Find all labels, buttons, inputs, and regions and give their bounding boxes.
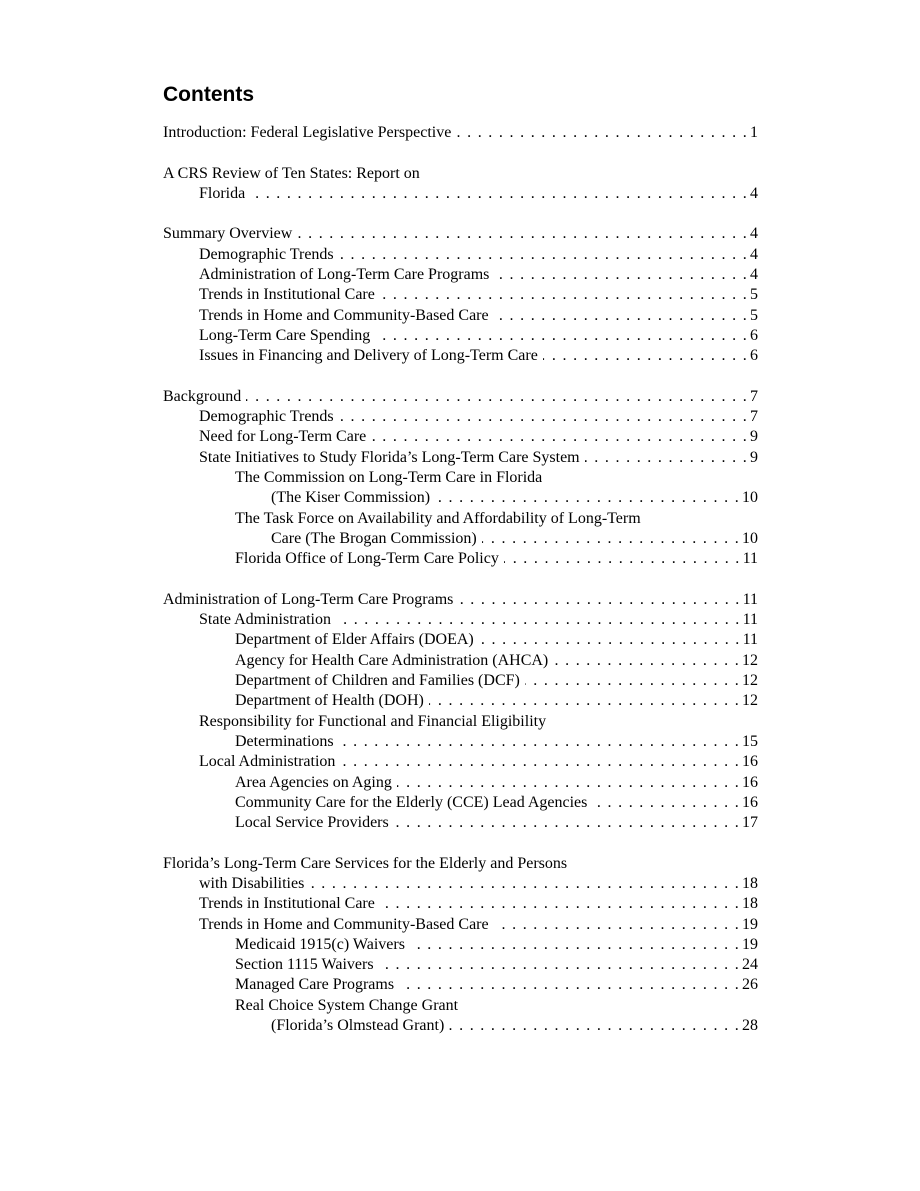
toc-entry[interactable] [163,468,758,488]
dot-leader [494,915,740,935]
toc-entry[interactable] [163,975,758,995]
toc-page-number: 26 [742,976,758,994]
toc-entry[interactable] [163,164,758,184]
toc-entry-title: Florida’s Long-Term Care Services for the Elderly and Persons [163,854,568,872]
toc-entry-title: Managed Care Programs [235,976,395,994]
toc-entry-title: Demographic Trends [199,245,334,263]
toc-entry-title: Care (The Brogan Commission) [271,529,477,547]
toc-page-number: 19 [742,935,758,953]
toc-entry-title: Responsibility for Functional and Financial Eligibility [199,712,547,730]
toc-entry-title: State Initiatives to Study Florida’s Long-Term Care System [199,448,580,466]
toc-entry-title: Trends in Home and Community-Based Care [199,915,489,933]
toc-entry[interactable] [163,346,758,366]
toc-entry-title: Demographic Trends [199,408,334,426]
toc-entry-title: Determinations [235,732,334,750]
dot-leader [479,630,741,650]
toc-entry-title: Issues in Financing and Delivery of Long-Term Care [199,347,538,365]
toc-page-number: 5 [750,286,758,304]
toc-entry-title: Administration of Long-Term Care Programs [163,590,454,608]
toc-page-number: 18 [742,874,758,892]
toc-page-number: 6 [750,326,758,344]
toc-page-number: 6 [750,347,758,365]
toc-entry[interactable] [163,610,758,630]
toc-entry[interactable] [163,123,758,143]
toc-entry[interactable] [163,732,758,752]
toc-entry[interactable] [163,549,758,569]
toc-page-number: 16 [742,753,758,771]
toc-page-number: 12 [742,651,758,669]
toc-entry-title: Trends in Home and Community-Based Care [199,306,489,324]
toc-entry[interactable] [163,752,758,772]
toc-entry[interactable] [163,996,758,1016]
toc-entry-title: (Florida’s Olmstead Grant) [271,1017,445,1035]
toc-entry[interactable] [163,773,758,793]
toc-page-number: 16 [742,773,758,791]
toc-entry-title: The Task Force on Availability and Affordability of Long-Term [235,509,641,527]
toc-entry[interactable] [163,1016,758,1036]
toc-entry[interactable] [163,509,758,529]
toc-entry-title: Trends in Institutional Care [199,895,375,913]
toc-page-number: 4 [750,225,758,243]
toc-entry-title: Medicaid 1915(c) Waivers [235,935,405,953]
toc-entry[interactable] [163,265,758,285]
dot-leader [456,123,748,143]
toc-entry[interactable] [163,529,758,549]
toc-page-number: 9 [750,448,758,466]
toc-entry[interactable] [163,630,758,650]
toc-entry[interactable] [163,448,758,468]
toc-page-number: 5 [750,306,758,324]
dot-leader [543,346,748,366]
section-spacer [163,204,758,224]
toc-page-number: 16 [742,793,758,811]
dot-leader [339,407,748,427]
toc-entry-title: Trends in Institutional Care [199,286,375,304]
toc-entry-title: Florida [199,184,246,202]
dot-leader [297,224,748,244]
dot-leader [340,752,740,772]
dot-leader [494,306,748,326]
toc-page-number: 4 [750,245,758,263]
toc-entry[interactable] [163,407,758,427]
toc-page-number: 10 [742,489,758,507]
toc-page-number: 1 [750,124,758,141]
toc-entry-title: Section 1115 Waivers [235,956,374,974]
toc-entry-title: Local Administration [199,753,336,771]
dot-leader [525,671,740,691]
toc-page-number: 7 [750,387,758,405]
toc-entry-title: Department of Health (DOH) [235,692,424,710]
dot-leader [246,387,748,407]
toc-entry-title: Agency for Health Care Administration (AHCA) [235,651,549,669]
table-of-contents [163,123,758,1036]
toc-entry[interactable] [163,813,758,833]
toc-entry[interactable] [163,793,758,813]
toc-entry-title: Department of Elder Affairs (DOEA) [235,631,474,649]
toc-entry[interactable] [163,326,758,346]
toc-entry-title: Introduction: Federal Legislative Perspective [163,124,452,141]
toc-entry-title: Florida Office of Long-Term Care Policy [235,550,499,568]
toc-entry[interactable] [163,224,758,244]
dot-leader [339,245,748,265]
toc-entry[interactable] [163,671,758,691]
toc-entry-title: Area Agencies on Aging [235,773,392,791]
dot-leader [553,651,740,671]
section-spacer [163,570,758,590]
dot-leader [429,691,740,711]
toc-entry[interactable] [163,427,758,447]
section-spacer [163,833,758,853]
toc-page-number: 10 [742,529,758,547]
toc-entry-title: Summary Overview [163,225,293,243]
toc-entry[interactable] [163,955,758,975]
section-spacer [163,367,758,387]
toc-page-number: 9 [750,428,758,446]
dot-leader [449,1016,740,1036]
dot-leader [250,184,748,204]
toc-entry-title: Administration of Long-Term Care Programs [199,266,490,284]
toc-entry[interactable] [163,854,758,874]
dot-leader [380,285,748,305]
toc-entry[interactable] [163,894,758,914]
toc-entry-title: A CRS Review of Ten States: Report on [163,164,420,182]
dot-leader [371,427,748,447]
toc-entry[interactable] [163,245,758,265]
toc-entry-title: Background [163,387,242,405]
toc-entry-title: with Disabilities [199,874,305,892]
toc-entry-title: Community Care for the Elderly (CCE) Lead Agencies [235,793,588,811]
toc-page-number: 11 [742,611,758,629]
toc-entry-title: Need for Long-Term Care [199,428,367,446]
dot-leader [309,874,740,894]
dot-leader [399,975,740,995]
toc-entry[interactable] [163,935,758,955]
dot-leader [410,935,740,955]
dot-leader [592,793,740,813]
toc-entry[interactable] [163,184,758,204]
toc-page-number: 11 [742,590,758,608]
toc-entry-title: Real Choice System Change Grant [235,996,459,1014]
toc-entry[interactable] [163,285,758,305]
dot-leader [585,448,748,468]
dot-leader [380,894,740,914]
toc-entry[interactable] [163,306,758,326]
toc-entry-title: Long-Term Care Spending [199,326,371,344]
section-spacer [163,143,758,163]
toc-entry[interactable] [163,712,758,732]
dot-leader [397,773,740,793]
toc-entry[interactable] [163,387,758,407]
toc-entry-title: The Commission on Long-Term Care in Florida [235,469,543,487]
dot-leader [435,488,740,508]
toc-entry[interactable] [163,488,758,508]
toc-entry-title: State Administration [199,611,331,629]
toc-page-number: 12 [742,672,758,690]
toc-entry[interactable] [163,651,758,671]
dot-leader [394,813,740,833]
dot-leader [336,610,741,630]
toc-page-number: 24 [742,956,758,974]
page-title: Contents [163,83,254,106]
dot-leader [458,590,740,610]
toc-entry-title: (The Kiser Commission) [271,489,431,507]
dot-leader [339,732,740,752]
toc-page-number: 18 [742,895,758,913]
dot-leader [482,529,740,549]
toc-entry-title: Local Service Providers [235,814,389,832]
toc-page-number: 15 [742,732,758,750]
toc-entry-title: Department of Children and Families (DCF) [235,672,520,690]
toc-page-number: 11 [742,550,758,568]
toc-entry[interactable] [163,874,758,894]
toc-page-number: 4 [750,184,758,202]
toc-page-number: 12 [742,692,758,710]
toc-entry[interactable] [163,915,758,935]
toc-page-number: 7 [750,408,758,426]
toc-page-number: 28 [742,1017,758,1035]
toc-page-number: 11 [742,631,758,649]
dot-leader [504,549,741,569]
toc-page-number: 19 [742,915,758,933]
toc-page-number: 17 [742,814,758,832]
toc-entry[interactable] [163,691,758,711]
dot-leader [379,955,740,975]
dot-leader [375,326,748,346]
dot-leader [494,265,748,285]
toc-entry[interactable] [163,590,758,610]
toc-page-number: 4 [750,266,758,284]
contents-page [163,82,758,1036]
